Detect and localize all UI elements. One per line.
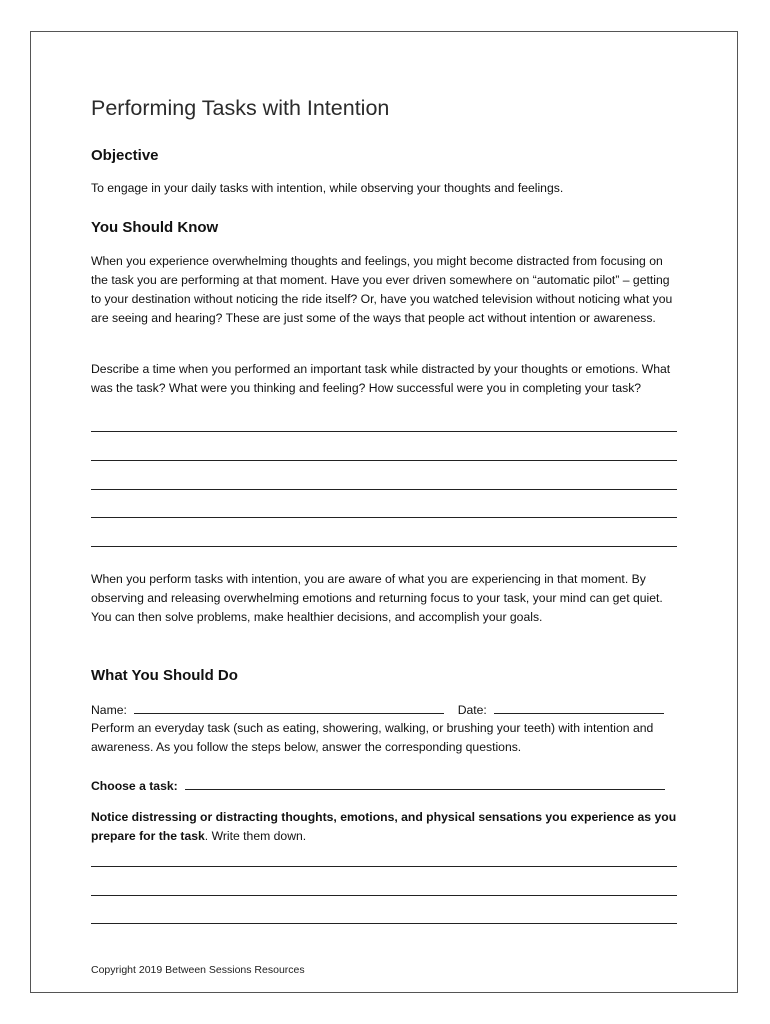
notice-rest-text: . Write them down.: [204, 829, 307, 843]
notice-line-3[interactable]: [91, 923, 677, 924]
answer-line-2[interactable]: [91, 460, 677, 461]
objective-text: To engage in your daily tasks with intention, while observing your thoughts and feelings.: [91, 181, 564, 195]
answer-line-4[interactable]: [91, 517, 677, 518]
objective-heading: Objective: [91, 147, 159, 164]
name-field[interactable]: [134, 700, 444, 714]
notice-bold-text: Notice distressing or distracting thoughts, emotions, and physical sensations you experience as you prepare for the task: [91, 810, 677, 843]
intention-paragraph: When you perform tasks with intention, you are aware of what you are experiencing in that moment. By observing and releasing overwhelming emotions and returning focus to your task, your mind can get quiet. You can then solve problems, make healthier decisions, and accomplish your goals.: [91, 572, 663, 624]
you-should-know-paragraph: When you experience overwhelming thoughts and feelings, you might become distracted from focusing on the task you are performing at that moment. Have you ever driven somewhere on “automatic pilot” – getting to your destination without noticing the ride itself? Or, have you watched television without noticing what you are seeing and hearing? These are just some of the ways that people act without intention or awareness.: [91, 254, 673, 325]
notice-line-2[interactable]: [91, 895, 677, 896]
name-label: Name:: [91, 703, 127, 717]
choose-task-row: [91, 776, 665, 795]
answer-line-1[interactable]: [91, 431, 677, 432]
do-instructions: Perform an everyday task (such as eating, showering, walking, or brushing your teeth) with intention and awareness. As you follow the steps below, answer the corresponding questions.: [91, 721, 654, 754]
choose-task-field[interactable]: [185, 776, 665, 790]
notice-line-1[interactable]: [91, 866, 677, 867]
name-date-row: [91, 700, 664, 719]
notice-instructions: [91, 808, 681, 846]
date-field[interactable]: [494, 700, 664, 714]
answer-line-3[interactable]: [91, 489, 677, 490]
copyright-footer: Copyright 2019 Between Sessions Resources: [91, 964, 305, 976]
worksheet-page: [30, 31, 738, 993]
choose-task-label: Choose a task:: [91, 779, 178, 793]
you-should-know-heading: You Should Know: [91, 219, 219, 236]
date-label: Date:: [457, 703, 487, 717]
page-title: Performing Tasks with Intention: [91, 96, 390, 120]
describe-prompt: Describe a time when you performed an important task while distracted by your thoughts or emotions. What was the task? What were you thinking and feeling? How successful were you in completing your task?: [91, 362, 671, 395]
what-you-should-do-heading: What You Should Do: [91, 667, 238, 684]
answer-line-5[interactable]: [91, 546, 677, 547]
